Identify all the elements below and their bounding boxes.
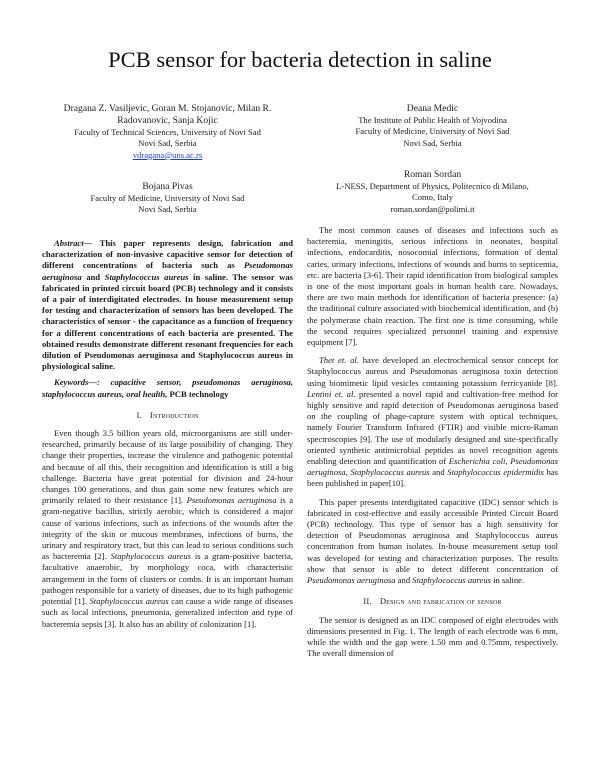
abstract-text: This paper represents design, fabrication and characterization of non-invasive capacitive sensor for detection of different concentrations of bacteria such as [42, 238, 293, 271]
body-paragraph-4: The sensor is designed as an IDC composed of eight electrodes with dimensions presented in Fig. 1. The length of each electrode was 6 mm, while the width and the gap were 1.50 mm and 0.75mm, respectively. The overall dimension of [307, 614, 558, 659]
section-number: II. [363, 596, 372, 607]
body-text: have developed an electrochemical sensor concept for Staphylococcus aureus and Pseudomonas aeruginosa toxin detection using biomimetic lipid vesicles containing potassium ferricyanide [8]. [307, 355, 559, 388]
section-number: I. [136, 409, 142, 420]
italic-term: Lentini et. al. [307, 388, 356, 399]
body-text: and [395, 575, 413, 586]
abstract-italic: Pseudomonas aeruginosa [42, 260, 293, 282]
abstract-label: Abstract— [54, 238, 93, 248]
affiliation-line-2: Novi Sad, Serbia [138, 204, 197, 215]
affiliation-line-2: Faculty of Medicine, University of Novi Sad [355, 126, 510, 137]
affiliation-line-2: Novi Sad, Serbia [138, 138, 197, 149]
italic-term: Staphylococcus aureus [412, 575, 491, 586]
affiliation-line-1: L-NESS, Department of Physics, Politecnico di Milano, [336, 181, 529, 191]
italic-term: Pseudomonas aeruginosa [307, 575, 396, 586]
italic-term: Escherichia coli [448, 456, 506, 467]
section-heading-introduction [42, 410, 293, 421]
body-text: can cause a wide range of diseases such as local infections, pneumonia, generalized infection and type of bacteremia sepsis [3]. It also has an ability of colonization [1]. [42, 596, 293, 629]
author-names-line-2: Radovanovic, Sanja Kojic [117, 115, 218, 126]
paper-title: PCB sensor for bacteria detection in saline [108, 47, 492, 72]
body-text: is a gram-negative bacillus, strictly aerobic, which is considered a major cause of various infections, such as infections of the wounds after the integrity of the skin or mucous membranes, infections of burns, the urinary and respiratory tract, but this can lead to serious conditions such as bacteremia [2]. [42, 495, 294, 562]
author-block-left-2 [42, 181, 293, 216]
abstract-text: and [81, 271, 105, 282]
italic-term: Staphylococcus aureus [89, 596, 169, 607]
author-block-right-2 [307, 169, 558, 215]
author-name: Bojana Pivas [142, 181, 193, 192]
abstract-paragraph [42, 238, 293, 372]
section-title: Introduction [149, 409, 199, 420]
body-text: , [505, 456, 511, 467]
italic-term: Pseudomonas aeruginosa [307, 456, 559, 478]
affiliation-line-2: Como, Italy [411, 192, 454, 203]
body-text: Even though 3.5 billion years old, microorganisms are still under-researched, primarily because of its large possibility of changing. They change their properties, increase the virulence and pathogenic potential and because of all this, their recognition and identification is still a big challenge. Bacteria have great potential for division and 24-hour changes 100 generations, and thus gain some new features which are primarily related to their resistance [1]. [42, 428, 293, 506]
author-block-left-1 [42, 103, 293, 161]
right-column [307, 225, 558, 659]
section-heading-design [307, 596, 558, 607]
italic-term: Staphylococcus aureus [110, 551, 191, 562]
author-name: Deana Medic [406, 103, 459, 114]
author-names-line-1: Dragana Z. Vasiljevic, Goran M. Stojanovic, Milan R. [63, 103, 272, 114]
affiliation-line-1: Faculty of Medicine, University of Novi Sad [90, 193, 245, 203]
italic-term: Pseudomonas aeruginosa [186, 495, 277, 506]
body-paragraph-3 [307, 497, 558, 587]
abstract-text: in saline. The sensor was fabricated in printed circuit board (PCB) technology and it consists of a pair of interdigitated electrodes. In house measurement setup for testing and characterization of sensors has been developed. The characteristics of sensor - the capacitance as a function of frequency for a different concentrations of each bacteria are presented. The obtained results demonstrate different resonant frequencies for each dilution of Pseudomonas aeruginosa and Staphylococcus aureus in physiological saline. [42, 271, 293, 372]
affiliation-line-3: Novi Sad, Serbia [403, 137, 462, 148]
body-text: is a gram-positive bacteria, facultative anaerobic, by morphology coca, with characteristic arrangement in the form of clusters or combs. It is an important human pathogen responsible for a variety of diseases, due to its high pathogenic potential [1]. [42, 551, 293, 607]
affiliation-line-1: Faculty of Technical Sciences, University of Novi Sad [74, 127, 261, 137]
author-block-right-1 [307, 103, 558, 149]
author-email-link[interactable]: vdragana@uns.ac.rs [132, 149, 203, 160]
italic-term: Staphylococcus aureus [350, 467, 430, 478]
keywords-text: capacitive sensor, pseudomonas aeruginosa, staphylococcus aureus, oral health, [42, 377, 293, 399]
body-text: presented a novel rapid and cultivation-free method for highly sensitive and rapid detection of Pseudomonas aeruginosa based on the coupling of phage-capture system with optical techniques, namely Fourier Transform Infrared (FTIR) and visible micro-Raman spectroscopies [9]. The use of modularly designed and site-specifically oriented synthetic antimicrobial peptides as novel recognition agents enabling detection and quantification of [307, 388, 558, 467]
intro-paragraph [42, 428, 293, 630]
affiliation-line-1: The Institute of Public Health of Vojvodina [358, 115, 507, 125]
keywords-label: Keywords—: [54, 377, 100, 388]
body-paragraph-2 [307, 355, 558, 489]
body-text: , [345, 467, 351, 478]
keywords-paragraph [42, 377, 293, 399]
body-text: and [429, 467, 448, 478]
italic-term: Thet et. al. [319, 355, 359, 366]
left-column [42, 238, 293, 630]
italic-term: Staphylococcus epidermidis [447, 467, 544, 478]
author-email: roman.sordan@polimi.it [390, 203, 475, 214]
body-paragraph-1: The most common causes of diseases and infections such as bacteremia, meningitis, serious infections in neonates, hospital infections, endocarditis, nosocomial infections, formation of dental caries, urinary infections, infections of wounds and burns to septicemia, etc. are bacteria [3-6]. Their rapid identification from biological samples is one of the most important goals in human health care. Nowadays, there are two main methods for identification of bacteria presence: (a) the traditional culture associated with biochemical identification, and (b) the polymerase chain reaction. The first one is time consuming, while the second requires specialized personnel training and expensive equipment [7]. [307, 225, 558, 348]
body-text: has been published in paper[10]. [307, 467, 558, 489]
body-text: This paper presents interdigitated capacitive (IDC) sensor which is fabricated in cost-effective and easily accessible Printed Circuit Board (PCB) technology. This type of sensor has a high sensitivity for detection of Pseudomonas aeruginosa and Staphylococcus aureus concentration from human isolates. In-house measurement setup tool was developed for testing and characterization purposes. The results show that sensor is able to detect different concentration of [307, 496, 558, 574]
keywords-tail: PCB technology [167, 388, 229, 399]
author-name: Roman Sordan [403, 169, 462, 180]
section-title: Design and fabrication of sensor [379, 596, 502, 607]
abstract-italic: Staphylococcus aureus [104, 271, 189, 282]
body-text: in saline. [490, 575, 525, 586]
